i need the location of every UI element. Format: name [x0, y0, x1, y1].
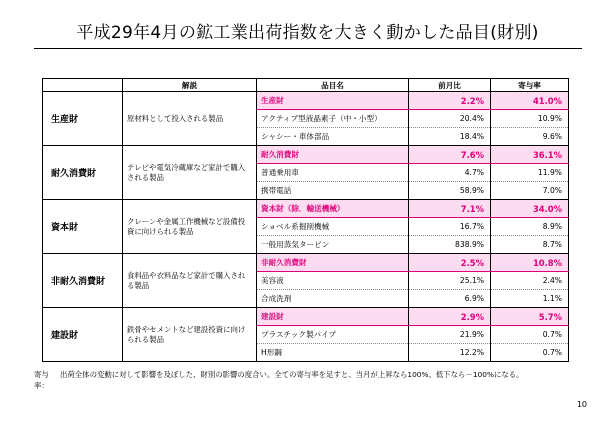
page-title: 平成29年4月の鉱工業出荷指数を大きく動かした品目(財別) — [76, 23, 539, 43]
item-name: シャシー・車体部品 — [257, 128, 409, 146]
item-name: 生産財 — [257, 92, 409, 110]
mom-value: 838.9% — [409, 236, 491, 254]
contribution-value: 5.7% — [491, 308, 569, 326]
item-name: ショベル系掘削機械 — [257, 218, 409, 236]
category-description: クレーンや金属工作機械など設備投資に向けられる製品 — [123, 200, 257, 254]
group-header-row — [43, 200, 569, 218]
title-divider — [34, 48, 582, 49]
mom-value: 16.7% — [409, 218, 491, 236]
table-body — [43, 92, 569, 362]
item-name: H形鋼 — [257, 344, 409, 362]
item-name: プラスチック製パイプ — [257, 326, 409, 344]
contribution-value: 34.0% — [491, 200, 569, 218]
contribution-value: 9.6% — [491, 128, 569, 146]
mom-value: 4.7% — [409, 164, 491, 182]
mom-value: 21.9% — [409, 326, 491, 344]
category-name: 資本財 — [43, 200, 123, 254]
group-header-row — [43, 146, 569, 164]
mom-value: 25.1% — [409, 272, 491, 290]
mom-value: 58.9% — [409, 182, 491, 200]
header-description: 解説 — [123, 79, 257, 92]
mom-value: 7.6% — [409, 146, 491, 164]
contribution-value: 7.0% — [491, 182, 569, 200]
contribution-value: 36.1% — [491, 146, 569, 164]
page-number: 10 — [576, 400, 587, 409]
footnote — [34, 369, 574, 391]
mom-value: 2.2% — [409, 92, 491, 110]
contribution-value: 10.8% — [491, 254, 569, 272]
contribution-value: 11.9% — [491, 164, 569, 182]
category-name: 非耐久消費財 — [43, 254, 123, 308]
category-description: 鉄骨やセメントなど建設投資に向けられる製品 — [123, 308, 257, 362]
contribution-value: 8.7% — [491, 236, 569, 254]
header-item-name: 品目名 — [257, 79, 409, 92]
item-name: 耐久消費財 — [257, 146, 409, 164]
mom-value: 20.4% — [409, 110, 491, 128]
contribution-value: 8.9% — [491, 218, 569, 236]
category-description: 食料品や衣料品など家計で購入される製品 — [123, 254, 257, 308]
item-name: 資本財（除．輸送機械） — [257, 200, 409, 218]
footnote-label: 寄与率： — [34, 370, 49, 390]
item-name: 一般用蒸気タービン — [257, 236, 409, 254]
item-name: アクティブ型液晶素子（中・小型） — [257, 110, 409, 128]
contribution-value: 1.1% — [491, 290, 569, 308]
mom-value: 2.9% — [409, 308, 491, 326]
group-header-row — [43, 308, 569, 326]
category-name: 耐久消費財 — [43, 146, 123, 200]
header-mom: 前月比 — [409, 79, 491, 92]
contribution-value: 10.9% — [491, 110, 569, 128]
goods-table — [42, 78, 569, 362]
header-contribution: 寄与率 — [491, 79, 569, 92]
mom-value: 6.9% — [409, 290, 491, 308]
contribution-value: 41.0% — [491, 92, 569, 110]
contribution-value: 2.4% — [491, 272, 569, 290]
group-header-row — [43, 92, 569, 110]
category-name: 建設財 — [43, 308, 123, 362]
header-category — [43, 79, 123, 92]
footnote-text: 出荷全体の変動に対して影響を及ぼした、財別の影響の度合い。全ての寄与率を足すと、当月が上昇なら100%、低下なら－100%になる。 — [60, 370, 524, 379]
item-name: 非耐久消費財 — [257, 254, 409, 272]
table-header-row — [43, 79, 569, 92]
item-name: 携帯電話 — [257, 182, 409, 200]
item-name: 美容液 — [257, 272, 409, 290]
item-name: 建設財 — [257, 308, 409, 326]
group-header-row — [43, 254, 569, 272]
contribution-value: 0.7% — [491, 344, 569, 362]
item-name: 合成洗剤 — [257, 290, 409, 308]
mom-value: 12.2% — [409, 344, 491, 362]
category-name: 生産財 — [43, 92, 123, 146]
mom-value: 18.4% — [409, 128, 491, 146]
contribution-value: 0.7% — [491, 326, 569, 344]
item-name: 普通乗用車 — [257, 164, 409, 182]
mom-value: 7.1% — [409, 200, 491, 218]
category-description: 原材料として投入される製品 — [123, 92, 257, 146]
mom-value: 2.5% — [409, 254, 491, 272]
category-description: テレビや電気冷蔵庫など家計で購入される製品 — [123, 146, 257, 200]
